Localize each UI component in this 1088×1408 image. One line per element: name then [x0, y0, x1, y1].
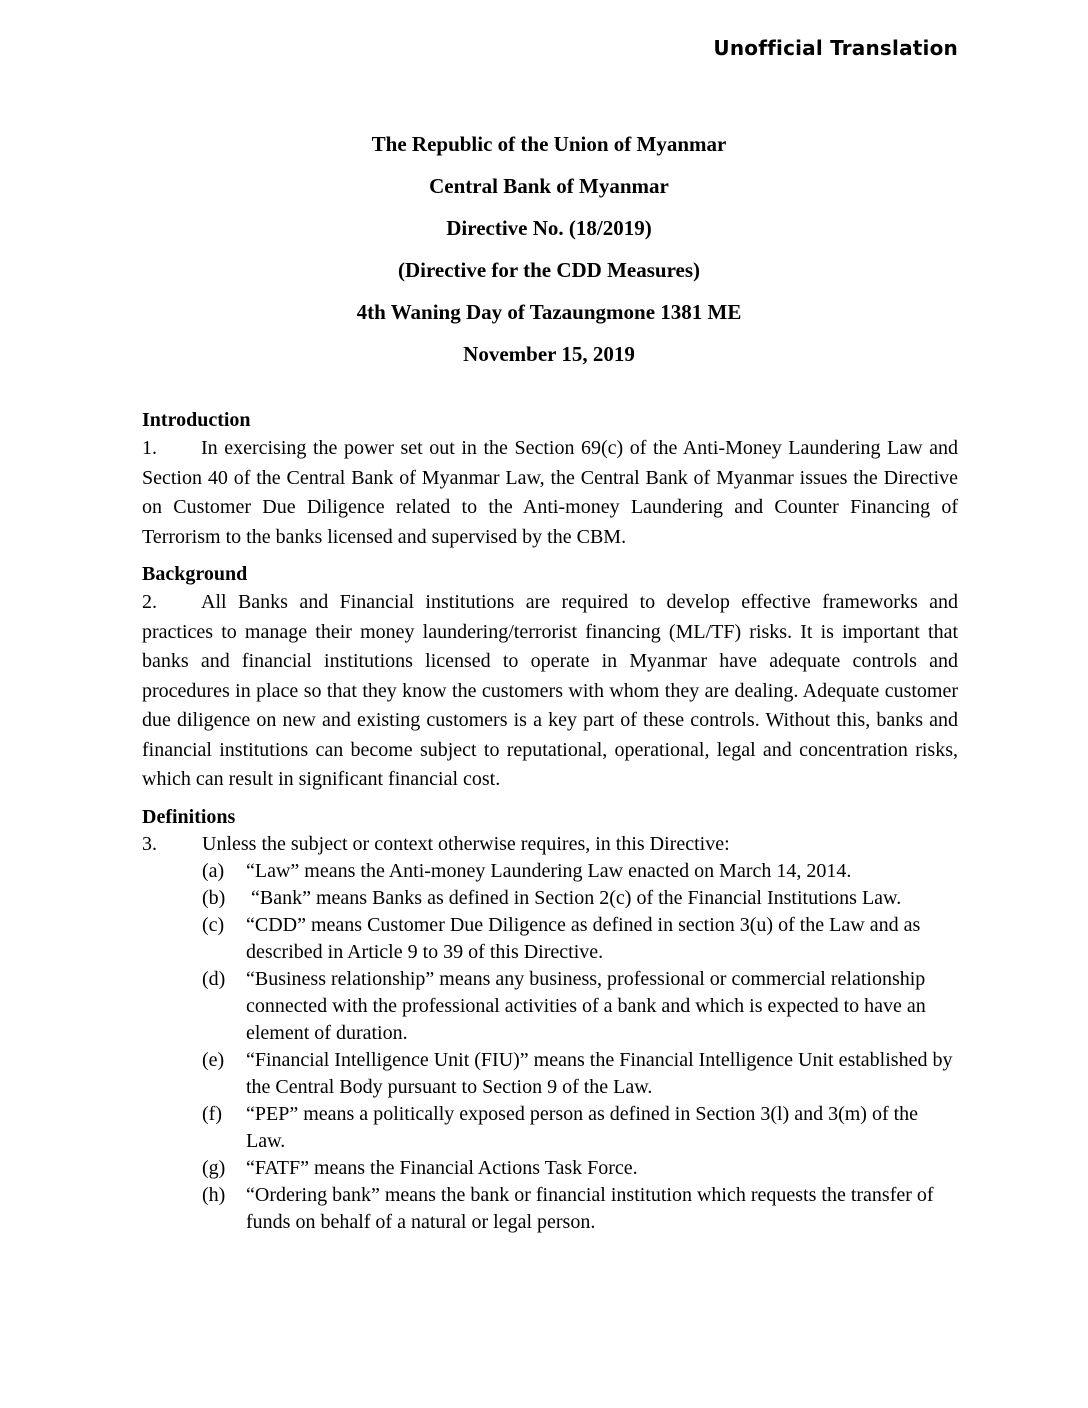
document-body — [142, 406, 958, 1244]
title-line-directive-subject: (Directive for the CDD Measures) — [397, 258, 701, 282]
definition-letter: (e) — [202, 1048, 225, 1071]
paragraph-text: In exercising the power set out in the Section 69(c) of the Anti-Money Laundering Law and Section 40 of the Central Bank of Myanmar Law, the Central Bank of Myanmar issues the Directive on Customer Due Diligence related to the Anti-money Laundering and Counter Financing of Terrorism to the banks licensed and supervised by the CBM. — [142, 437, 958, 548]
definition-item — [142, 912, 958, 966]
title-line-republic: The Republic of the Union of Myanmar — [371, 132, 727, 156]
section-background — [142, 560, 958, 795]
paragraph-number: 3. — [142, 832, 157, 855]
definition-letter: (b) — [202, 886, 226, 909]
title-line-myanmar-date: 4th Waning Day of Tazaungmone 1381 ME — [356, 300, 742, 324]
definition-item — [142, 1047, 958, 1101]
title-line-bank: Central Bank of Myanmar — [429, 174, 669, 198]
section-heading: Definitions — [142, 805, 236, 828]
definition-letter: (g) — [202, 1156, 226, 1179]
definition-text: “Bank” means Banks as defined in Section 2(c) of the Financial Institutions Law. — [246, 886, 902, 909]
definition-text: “Ordering bank” means the bank or financial institution which requests the transfer of funds on behalf of a natural or legal person. — [246, 1183, 939, 1233]
definition-item — [142, 858, 958, 885]
definition-item — [142, 966, 958, 1047]
definition-text: “PEP” means a politically exposed person as defined in Section 3(l) and 3(m) of the Law. — [246, 1102, 924, 1152]
title-line-directive-number: Directive No. (18/2019) — [446, 216, 652, 240]
definition-text: “Business relationship” means any business, professional or commercial relationship connected with the professional activities of a bank and which is expected to have an element of duration. — [246, 967, 931, 1044]
document-title-block — [0, 128, 1088, 380]
definition-item — [142, 1155, 958, 1182]
definition-item — [142, 1101, 958, 1155]
section-heading: Introduction — [142, 409, 251, 431]
paragraph-text: Unless the subject or context otherwise requires, in this Directive: — [202, 832, 730, 855]
definition-item — [142, 885, 958, 912]
paragraph-number: 2. — [142, 591, 157, 613]
paragraph-text: All Banks and Financial institutions are required to develop effective frameworks and practices to manage their money laundering/terrorist financing (ML/TF) risks. It is important that banks and financial institutions licensed to operate in Myanmar have adequate controls and procedures in place so that they know the customers with whom they are dealing. Adequate customer due diligence on new and existing customers is a key part of these controls. Without this, banks and financial institutions can become subject to reputational, operational, legal and concentration risks, which can result in significant financial cost. — [142, 591, 958, 790]
paragraph-3 — [142, 831, 958, 858]
paragraph-2 — [142, 588, 958, 795]
definition-letter: (d) — [202, 967, 226, 990]
title-line-date: November 15, 2019 — [463, 342, 635, 366]
section-definitions — [142, 803, 958, 1236]
definition-letter: (h) — [202, 1183, 226, 1206]
definition-item — [142, 1182, 958, 1236]
definition-text: “FATF” means the Financial Actions Task Force. — [246, 1156, 638, 1179]
definition-letter: (c) — [202, 913, 225, 936]
definition-letter: (f) — [202, 1102, 222, 1125]
unofficial-translation-note: Unofficial Translation — [713, 36, 958, 60]
definition-letter: (a) — [202, 859, 225, 882]
definition-text: “Financial Intelligence Unit (FIU)” means the Financial Intelligence Unit established by the Central Body pursuant to Section 9 of the Law. — [246, 1048, 958, 1098]
section-heading: Background — [142, 563, 248, 585]
section-introduction — [142, 406, 958, 552]
paragraph-number: 1. — [142, 437, 157, 459]
definition-text: “CDD” means Customer Due Diligence as defined in section 3(u) of the Law and as described in Article 9 to 39 of this Directive. — [246, 913, 926, 963]
definition-text: “Law” means the Anti-money Laundering Law enacted on March 14, 2014. — [246, 859, 852, 882]
paragraph-1 — [142, 434, 958, 552]
definitions-list — [142, 858, 958, 1236]
